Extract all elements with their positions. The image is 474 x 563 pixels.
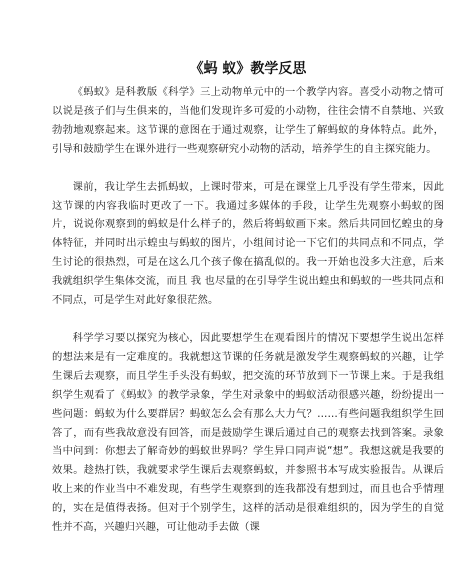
paragraph-intro: 《蚂蚁》是科教版《科学》三上动物单元中的一个教学内容。喜受小动物之情可以说是孩子们与生俱来的，当他们发现许多可爱的小动物，往往会情不自禁地、兴致勃勃地观察起来。这节课的意图在于通过观察，让学生了解蚂蚁的身体特点。此外，引导和鼓励学生在课外进行一些观察研究小动物的活动，培养学生的自主探究能力。 xyxy=(52,86,444,155)
document-title: 《蚂 蚁》教学反思 xyxy=(189,61,307,77)
paragraph-reflection: 科学学习要以探究为核心，因此要想学生在观看图片的情况下要想学生说出怎样的想法来是有一定难度的。我就想这节课的任务就是激发学生观察蚂蚁的兴趣，让学生课后去观察，而且学生手头没有蚂蚁，把交流的环节放到下一节课上来。于是我组织学生观看了《蚂蚁》的教学录象，学生对录象中的蚂蚁活动很感兴趣，纷纷提出一些问题：蚂蚁为什么要群居？蚂蚁怎么会有那么大力气？……有些问题我组织学生回答了，而有些我故意没有回答，而是鼓励学生课后通过自己的观察去找到答案。录象当中问到：你想去了解奇妙的蚂蚁世界吗？学生异口同声说“想”。我想这就是我要的效果。趁热打铁，我就要求学生课后去观察蚂蚁，并参照书本写成实验报告。从课后收上来的作业当中不难发现，有些学生观察到的连我都没有想到过，而且也合乎情理的，实在是值得表扬。但对于个别学生，这样的活动是很难组织的，因为学生的自觉性并不高，兴趣归兴趣，可让他动手去做（课 xyxy=(52,331,444,534)
paragraph-lesson-process: 课前，我让学生去抓蚂蚁，上课时带来，可是在课堂上几乎没有学生带来，因此这节课的内容我临时更改了一下。我通过多媒体的手段，让学生先观察小蚂蚁的图片，说说你观察到的蚂蚁是什么样子的，然后将蚂蚁画下来。然后共同回忆蝗虫的身体特征，并同时出示蝗虫与蚂蚁的图片，小组间讨论一下它们的共同点和不同点，学生讨论的很热烈，可是在这么几个孩子像在搞乱似的。我一开始也没多大注意，后来我就组织学生集体交流，而且 我 也尽量的在引导学生说出蝗虫和蚂蚁的一些共同点和不同点，可是学生对此好象很茫然。 xyxy=(52,180,444,307)
